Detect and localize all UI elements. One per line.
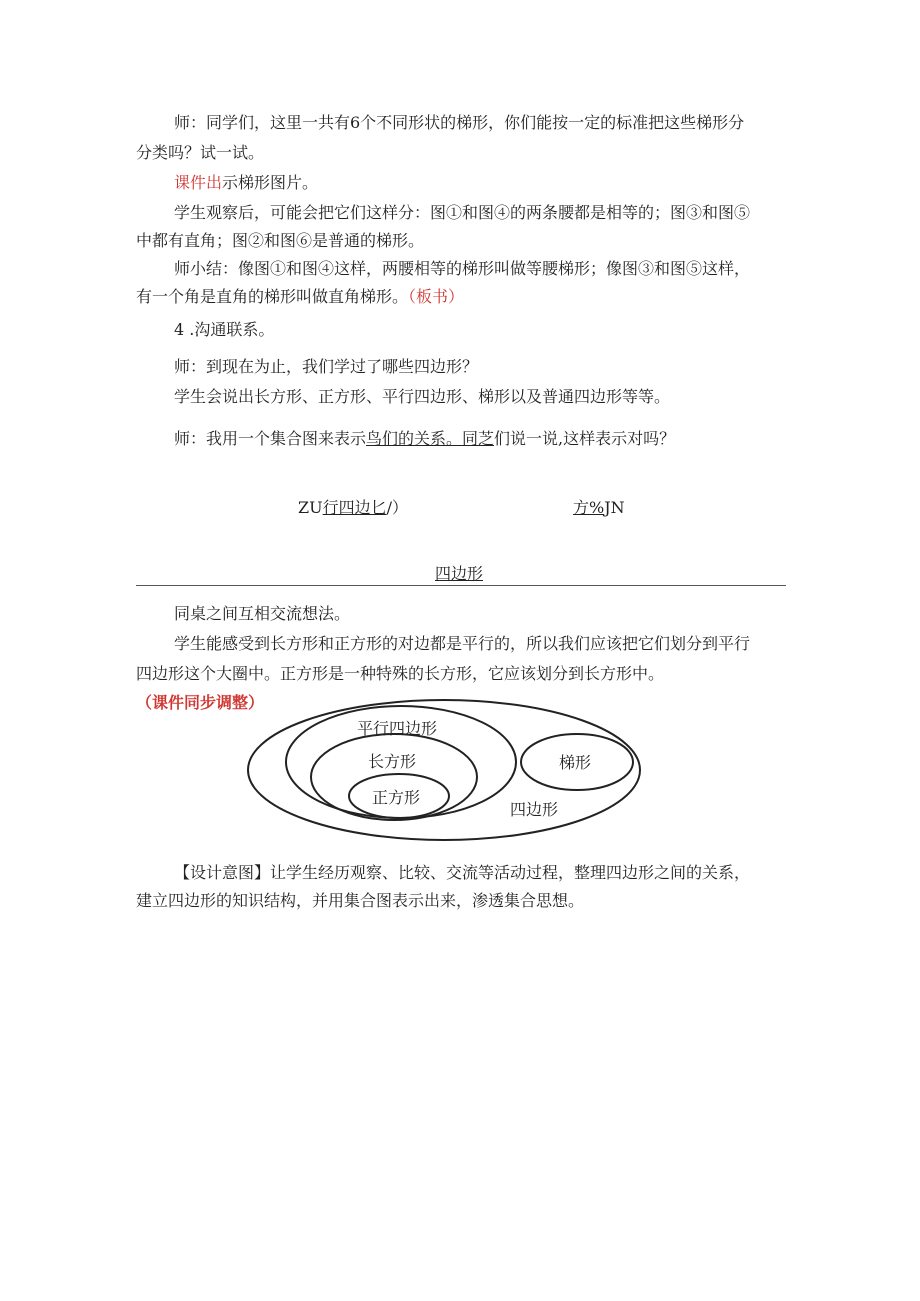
- courseware-label: 课件出: [174, 173, 223, 192]
- divider-line: [136, 585, 786, 586]
- para-3-line-1: 学生观察后，可能会把它们这样分：图①和图④的两条腰都是相等的；图③和图⑤: [174, 203, 751, 222]
- venn-label-rectangle: 长方形: [368, 752, 417, 771]
- venn-label-square: 正方形: [372, 788, 421, 807]
- venn-label-parallelogram: 平行四边形: [357, 719, 438, 738]
- design-intent-text: 让学生经历观察、比较、交流等活动过程，整理四边形之间的关系，: [270, 863, 751, 882]
- para-6: 师：到现在为止，我们学过了哪些四边形？: [174, 357, 479, 376]
- para-8-start: 师：我用一个集合图来表示: [174, 429, 367, 448]
- para-8-underlined: 鸟们的关系。同芝: [366, 429, 495, 448]
- design-intent-heading: 【设计意图】: [174, 863, 271, 882]
- para-10-line-2: 四边形这个大圈中。正方形是一种特殊的长方形，它应该划分到长方形中。: [136, 664, 665, 683]
- para-1-line-1: 师：同学们，这里一共有6个不同形状的梯形，你们能按一定的标准把这些梯形分: [174, 113, 745, 132]
- para-4-text: 有一个角是直角的梯形叫做直角梯形。: [136, 287, 409, 306]
- para-1-line-2: 分类吗？试一试。: [136, 143, 265, 162]
- venn-rectangle-ellipse: [311, 734, 477, 820]
- venn-label-quadrilateral: 四边形: [510, 800, 559, 819]
- design-intent-line-1: [174, 862, 750, 884]
- design-intent-line-2: 建立四边形的知识结构，并用集合图表示出来，渗透集合思想。: [136, 891, 585, 910]
- para-8: [174, 428, 675, 450]
- courseware-sync-note: （课件同步调整）: [136, 693, 265, 712]
- para-3-line-2: 中都有直角；图②和图⑥是普通的梯形。: [136, 231, 425, 250]
- blackboard-note: （板书）: [408, 287, 465, 306]
- broken-label-parallelogram: ZU行四边匕/）: [298, 498, 409, 517]
- para-2-text: 示梯形图片。: [222, 173, 319, 192]
- para-4-line-1: 师小结：像图①和图④这样，两腰相等的梯形叫做等腰梯形；像图③和图⑤这样，: [174, 259, 751, 278]
- para-8-end: 们说一说,这样表示对吗？: [494, 429, 676, 448]
- venn-label-trapezoid: 梯形: [559, 753, 592, 772]
- para-2: [174, 172, 318, 194]
- para-4-line-2: [136, 286, 464, 308]
- quadrilateral-venn-diagram: [238, 698, 663, 848]
- para-9: 同桌之间互相交流想法。: [174, 604, 351, 623]
- para-10-line-1: 学生能感受到长方形和正方形的对边都是平行的，所以我们应该把它们划分到平行: [174, 634, 751, 653]
- broken-label-quadrilateral: 四边形: [435, 564, 484, 583]
- para-7: 学生会说出长方形、正方形、平行四边形、梯形以及普通四边形等等。: [174, 387, 671, 406]
- section-heading: 4 .沟通联系。: [174, 320, 275, 339]
- broken-label-rectangle: 方%JN: [573, 498, 625, 517]
